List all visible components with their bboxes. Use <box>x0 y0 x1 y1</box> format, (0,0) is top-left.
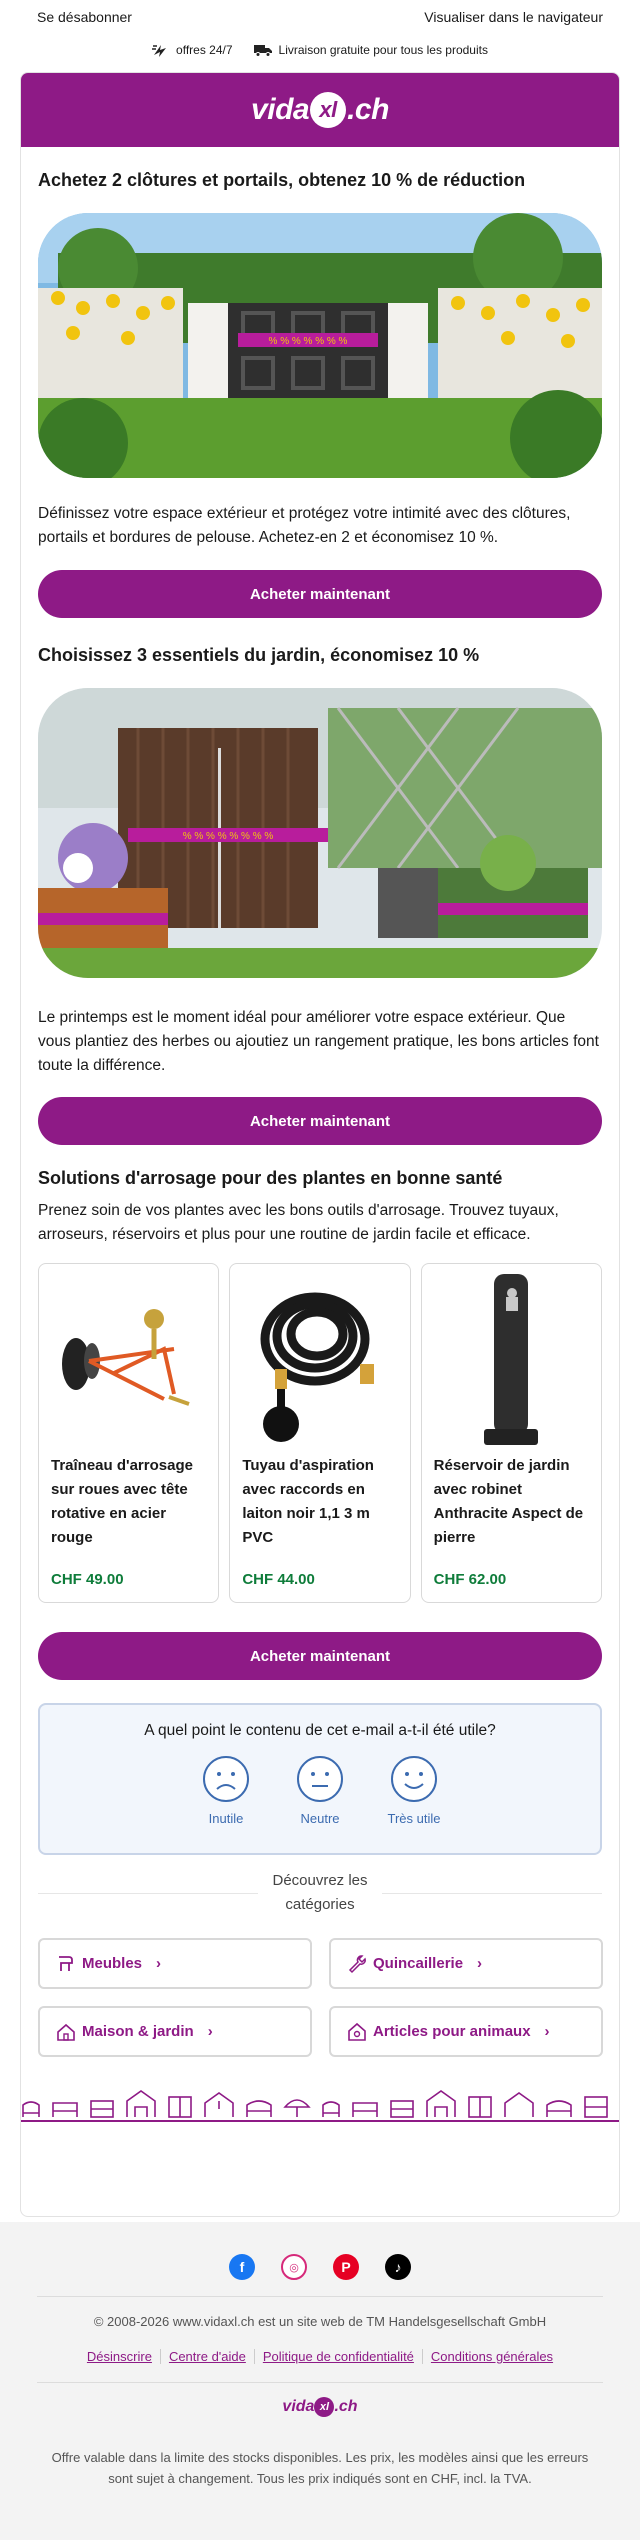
section2-title: Choisissez 3 essentiels du jardin, économisez 10 % <box>38 645 480 665</box>
section2-text: Le printemps est le moment idéal pour améliorer votre espace extérieur. Que vous plantiez des herbes ou ajoutiez un rangement pratique, les bons articles font toute la différence. <box>38 1009 599 1074</box>
feedback-option-useless[interactable] <box>196 1755 256 1826</box>
pinterest-icon[interactable]: P <box>333 2254 359 2280</box>
category-furniture[interactable] <box>38 1938 312 1989</box>
usp-bar <box>0 30 640 70</box>
logo-text-right: .ch <box>347 93 389 126</box>
footer <box>0 2222 640 2540</box>
categories-title <box>272 1869 367 1917</box>
category-grid <box>21 1938 619 2057</box>
terms-link[interactable]: Conditions générales <box>422 2349 561 2364</box>
product-list <box>21 1263 619 1603</box>
section1-shop-button[interactable]: Acheter maintenant <box>38 570 602 618</box>
section1-title: Achetez 2 clôtures et portails, obtenez 10 % de réduction <box>38 170 526 190</box>
feedback-option-very-useful[interactable] <box>384 1755 444 1826</box>
chevron-right-icon: › <box>477 1955 483 1972</box>
view-in-browser-link[interactable]: Visualiser dans le navigateur <box>424 9 603 25</box>
tiktok-icon[interactable]: ♪ <box>385 2254 411 2280</box>
logo-text-left: vida <box>251 93 310 126</box>
category-label: Articles pour animaux <box>373 2023 531 2040</box>
product-image-sled[interactable] <box>39 1264 218 1454</box>
footer-logo-xl: xl <box>314 2397 334 2417</box>
feedback-label: Très utile <box>387 1811 441 1826</box>
disclaimer-text: Offre valable dans la limite des stocks disponibles. Les prix, les modèles ainsi que les erreurs sont sujet à changement. Tous les prix indiqués sont en CHF, incl. la TVA. <box>51 2450 589 2486</box>
section2-shop-button[interactable]: Acheter maintenant <box>38 1097 602 1145</box>
wrench-icon <box>347 1954 367 1974</box>
svg-text:% % % % % % % %: % % % % % % % % <box>182 831 274 842</box>
svg-text:% % % % % % %: % % % % % % % <box>268 336 348 347</box>
section1-text: Définissez votre espace extérieur et protégez votre intimité avec des clôtures, portails et bordures de pelouse. Achetez-en 2 et économisez 10 %. <box>38 505 571 546</box>
category-home-garden[interactable] <box>38 2006 312 2057</box>
footer-logo-left: vida <box>282 2398 315 2415</box>
unsubscribe-footer-link[interactable]: Désinscrire <box>86 2349 152 2364</box>
unsubscribe-link[interactable]: Se désabonner <box>37 9 132 25</box>
categories-title-line2: catégories <box>285 1896 355 1913</box>
product-image-reservoir[interactable] <box>422 1264 601 1454</box>
product-price: CHF 49.00 <box>51 1571 124 1588</box>
copyright-text: © 2008-2026 www.vidaxl.ch est un site web de TM Handelsgesellschaft GmbH <box>93 2314 547 2329</box>
feedback-question: A quel point le contenu de cet e-mail a-t-il été utile? <box>144 1722 496 1739</box>
usp-offers-label: offres 24/7 <box>176 43 233 57</box>
social-links <box>0 2222 640 2280</box>
section3-shop-button[interactable]: Acheter maintenant <box>38 1632 602 1680</box>
footer-logo-right: .ch <box>334 2398 358 2415</box>
product-name[interactable]: Réservoir de jardin avec robinet Anthracite Aspect de pierre <box>433 1457 584 1546</box>
sad-face-icon[interactable] <box>202 1755 250 1803</box>
chevron-right-icon: › <box>207 2023 213 2040</box>
neutral-face-icon[interactable] <box>296 1755 344 1803</box>
garden-essentials-hero-image[interactable] <box>38 688 602 978</box>
facebook-icon[interactable]: f <box>229 2254 255 2280</box>
help-center-link[interactable]: Centre d'aide <box>160 2349 254 2364</box>
chevron-right-icon: › <box>544 2023 550 2040</box>
chevron-right-icon: › <box>156 1955 162 1972</box>
instagram-icon[interactable]: ◎ <box>281 2254 307 2280</box>
delivery-truck-icon <box>253 43 273 57</box>
product-card[interactable] <box>229 1263 410 1603</box>
usp-offers <box>152 42 232 58</box>
footer-links <box>0 2349 640 2364</box>
flash-sale-icon <box>152 42 170 58</box>
usp-delivery <box>253 43 488 57</box>
category-label: Quincaillerie <box>373 1955 464 1972</box>
section3-title: Solutions d'arrosage pour des plantes en bonne santé <box>38 1168 503 1188</box>
pet-house-icon <box>347 2022 367 2042</box>
top-bar <box>0 0 640 30</box>
footer-logo[interactable] <box>0 2397 640 2417</box>
category-label: Meubles <box>82 1955 143 1972</box>
product-name[interactable]: Tuyau d'aspiration avec raccords en laiton noir 1,1 3 m PVC <box>242 1457 374 1546</box>
section3-text: Prenez soin de vos plantes avec les bons outils d'arrosage. Trouvez tuyaux, arroseurs, réservoirs et plus pour une routine de jardin facile et efficace. <box>38 1202 559 1243</box>
product-card[interactable] <box>421 1263 602 1603</box>
vidaxl-logo[interactable] <box>251 92 389 128</box>
furniture-icon <box>56 1954 76 1974</box>
privacy-policy-link[interactable]: Politique de confidentialité <box>254 2349 422 2364</box>
categories-title-line1: Découvrez les <box>272 1872 368 1889</box>
email-card <box>20 72 620 2217</box>
home-icon <box>56 2022 76 2042</box>
fence-hero-image[interactable] <box>38 213 602 478</box>
category-hardware[interactable] <box>329 1938 603 1989</box>
logo-text-xl: xl <box>310 92 346 128</box>
feedback-label: Neutre <box>300 1811 340 1826</box>
brand-header <box>21 73 619 147</box>
product-image-hose[interactable] <box>230 1264 409 1454</box>
happy-face-icon[interactable] <box>390 1755 438 1803</box>
category-pets[interactable] <box>329 2006 603 2057</box>
feedback-box <box>38 1703 602 1855</box>
product-card[interactable] <box>38 1263 219 1603</box>
decorative-furniture-strip <box>21 2087 620 2123</box>
product-price: CHF 44.00 <box>242 1571 315 1588</box>
product-price: CHF 62.00 <box>433 1571 507 1588</box>
category-label: Maison & jardin <box>82 2023 194 2040</box>
usp-delivery-label: Livraison gratuite pour tous les produits <box>278 43 488 57</box>
product-name[interactable]: Traîneau d'arrosage sur roues avec tête rotative en acier rouge <box>51 1457 193 1546</box>
feedback-option-neutral[interactable] <box>290 1755 350 1826</box>
feedback-label: Inutile <box>208 1811 244 1826</box>
